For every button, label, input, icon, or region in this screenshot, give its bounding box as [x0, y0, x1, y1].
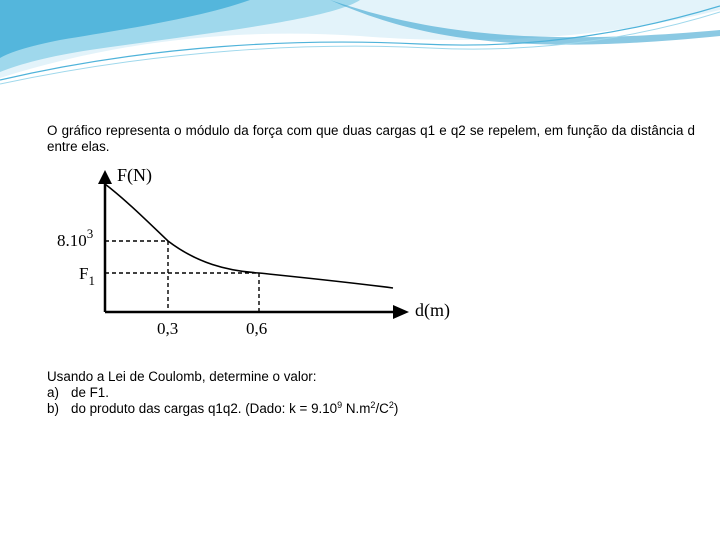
question-a [47, 385, 687, 401]
question-b [47, 401, 687, 417]
intro-paragraph [47, 123, 695, 155]
y-axis-label: F(N) [117, 165, 152, 185]
question-a-label: a) [47, 385, 59, 400]
intro-text: O gráfico representa o módulo da força com que duas cargas q1 e q2 se repelem, em função da distância d entre elas. [47, 123, 695, 154]
x-tick-label-0-3: 0,3 [157, 319, 179, 338]
force-distance-graph [47, 156, 479, 350]
questions-heading: Usando a Lei de Coulomb, determine o valor: [47, 369, 317, 384]
y-tick-label-f1: $F_1$ [79, 264, 95, 288]
x-axis-label: d(m) [415, 300, 450, 320]
questions-block [47, 369, 687, 417]
question-b-label: b) [47, 401, 59, 416]
question-b-text: do produto das cargas q1q2. (Dado: $k = 9.10^9$ $N.m^2/C^2$) [71, 400, 399, 416]
x-tick-label-0-6: 0,6 [246, 319, 268, 338]
question-a-text: de F1. [71, 385, 109, 400]
y-tick-label-8e3: 8.10$^3$ [57, 226, 94, 250]
decorative-banner [0, 0, 720, 90]
